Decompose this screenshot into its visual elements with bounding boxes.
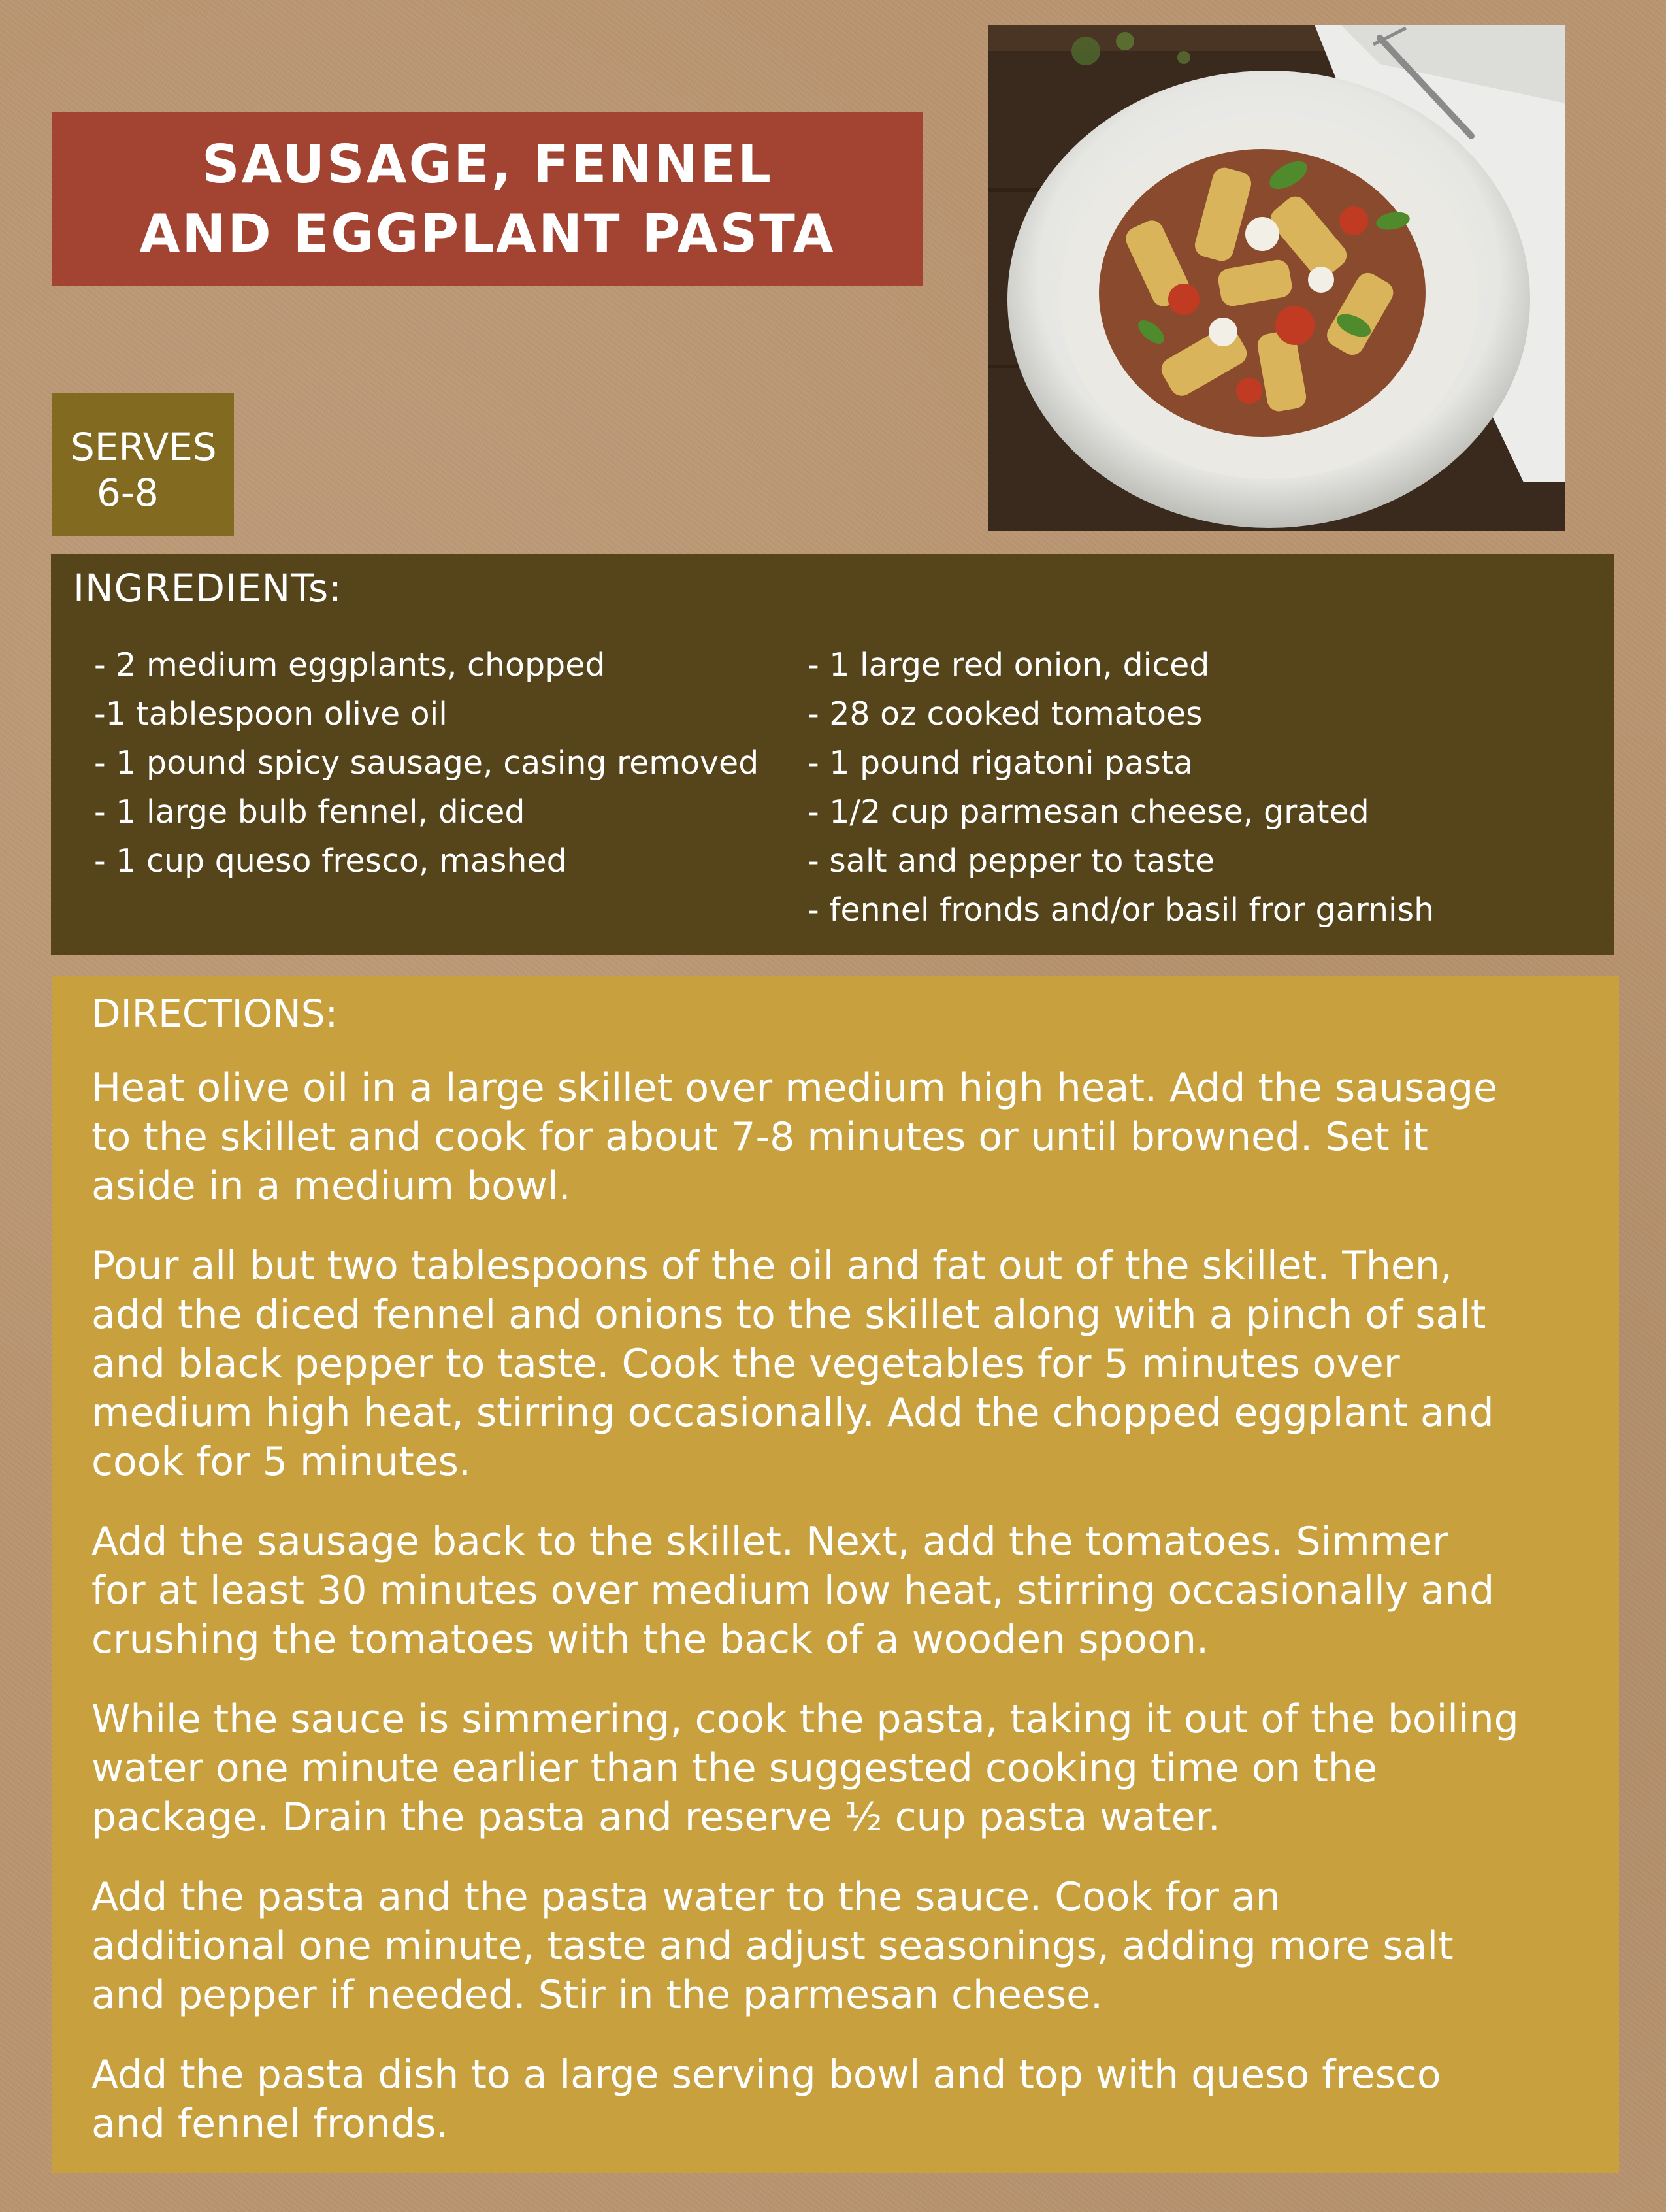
step-line: Add the pasta and the pasta water to the sauce. Cook for an — [91, 1874, 1281, 1920]
ingredient-item: - 2 medium eggplants, chopped — [94, 646, 606, 684]
step-line: package. Drain the pasta and reserve ½ cup pasta water. — [91, 1794, 1220, 1840]
step-line: for at least 30 minutes over medium low heat, stirring occasionally and — [91, 1568, 1495, 1613]
ingredient-item: - fennel fronds and/or basil fror garnish — [808, 891, 1435, 929]
pasta-dish-photo — [988, 25, 1565, 531]
step-line: medium high heat, stirring occasionally. Add the chopped eggplant and — [91, 1390, 1494, 1436]
recipe-title — [52, 112, 923, 286]
ingredient-item: -1 tablespoon olive oil — [94, 695, 448, 733]
serves-badge — [52, 393, 234, 536]
ingredients-heading: INGREDIENTs: — [73, 566, 342, 610]
step-line: and black pepper to taste. Cook the vegetables for 5 minutes over — [91, 1341, 1400, 1387]
ingredients-panel — [51, 554, 1614, 955]
pasta-dish-illustration — [988, 25, 1565, 531]
direction-step-4 — [91, 1695, 1601, 1842]
serves-label: SERVES — [71, 425, 217, 469]
step-line: and fennel fronds. — [91, 2101, 449, 2147]
step-line: aside in a medium bowl. — [91, 1163, 571, 1209]
ingredients-list-right — [808, 640, 1434, 934]
direction-step-3 — [91, 1517, 1601, 1664]
step-line: While the sauce is simmering, cook the pasta, taking it out of the boiling — [91, 1696, 1519, 1742]
step-line: and pepper if needed. Stir in the parmesan cheese. — [91, 1972, 1103, 2018]
recipe-title-line-2: AND EGGPLANT PASTA — [139, 203, 836, 264]
ingredient-item: - 1 large bulb fennel, diced — [94, 793, 525, 831]
direction-step-5 — [91, 1873, 1601, 2020]
directions-steps — [91, 1064, 1601, 2179]
step-line: add the diced fennel and onions to the skillet along with a pinch of salt — [91, 1292, 1486, 1338]
step-line: cook for 5 minutes. — [91, 1439, 471, 1485]
step-line: Add the pasta dish to a large serving bowl and top with queso fresco — [91, 2052, 1441, 2098]
directions-heading: DIRECTIONS: — [91, 991, 338, 1036]
step-line: Heat olive oil in a large skillet over medium high heat. Add the sausage — [91, 1065, 1497, 1111]
step-line: water one minute earlier than the suggested cooking time on the — [91, 1745, 1377, 1791]
direction-step-2 — [91, 1242, 1601, 1487]
ingredient-item: - salt and pepper to taste — [808, 842, 1215, 880]
ingredient-item: - 28 oz cooked tomatoes — [808, 695, 1203, 733]
step-line: additional one minute, taste and adjust seasonings, adding more salt — [91, 1923, 1454, 1969]
step-line: to the skillet and cook for about 7-8 minutes or until browned. Set it — [91, 1114, 1428, 1160]
ingredient-item: - 1 pound spicy sausage, casing removed — [94, 744, 759, 782]
direction-step-6 — [91, 2051, 1601, 2149]
step-line: Pour all but two tablespoons of the oil and fat out of the skillet. Then, — [91, 1243, 1452, 1289]
directions-panel — [52, 976, 1619, 2173]
ingredients-list-left — [94, 640, 759, 885]
step-line: Add the sausage back to the skillet. Next, add the tomatoes. Simmer — [91, 1519, 1448, 1564]
step-line: crushing the tomatoes with the back of a wooden spoon. — [91, 1617, 1209, 1662]
ingredient-item: - 1 cup queso fresco, mashed — [94, 842, 567, 880]
serves-value: 6-8 — [97, 470, 159, 515]
recipe-title-line-1: SAUSAGE, FENNEL — [202, 134, 773, 195]
ingredient-item: - 1/2 cup parmesan cheese, grated — [808, 793, 1369, 831]
ingredient-item: - 1 large red onion, diced — [808, 646, 1210, 684]
ingredient-item: - 1 pound rigatoni pasta — [808, 744, 1194, 782]
direction-step-1 — [91, 1064, 1601, 1211]
